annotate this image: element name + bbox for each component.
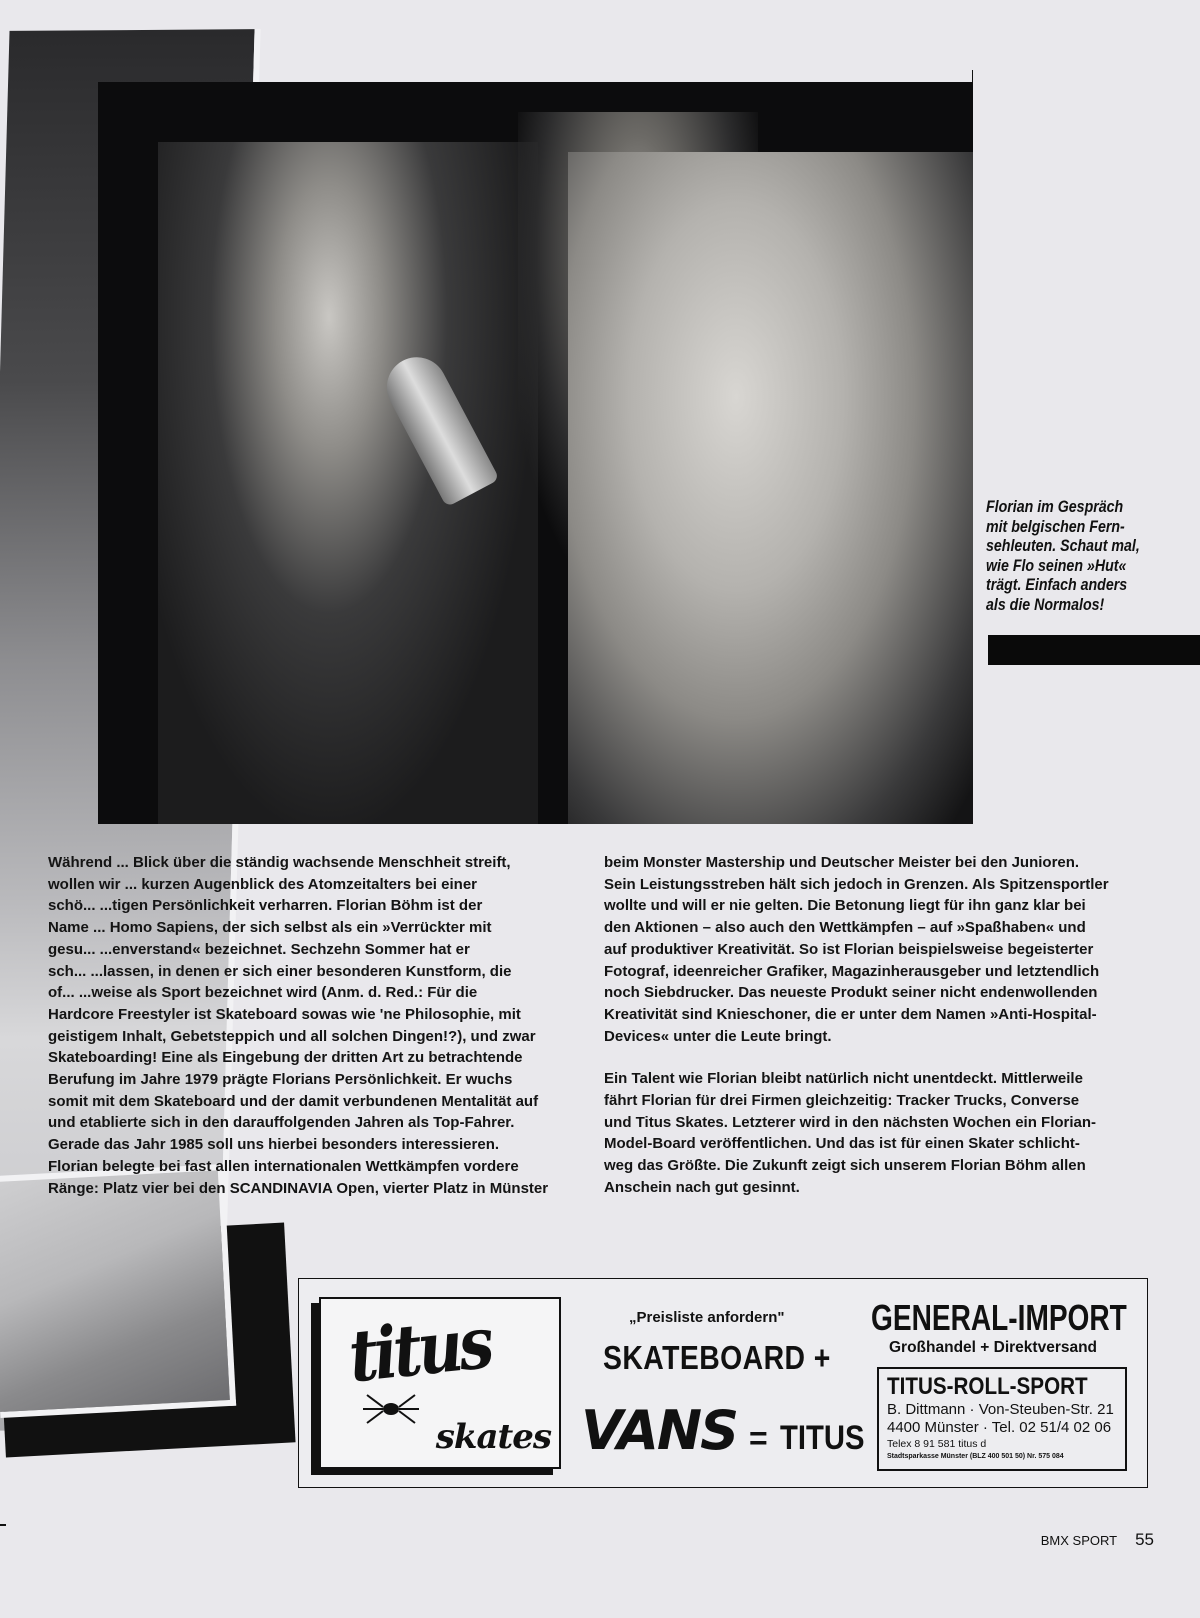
vans-logo: VANS <box>581 1399 738 1462</box>
caption-bar <box>988 635 1200 665</box>
photo-reporter <box>568 152 973 824</box>
article-column-1 <box>48 852 572 1199</box>
ad-vans-line <box>581 1399 878 1462</box>
photo-caption: Florian im Gespräch mit belgischen Fern- sehleuten. Schaut mal, wie Flo seinen »Hut« trägt. Einfach anders als die Normalos! <box>986 498 1140 614</box>
advertisement <box>298 1278 1148 1488</box>
crop-mark <box>972 70 973 82</box>
article-paragraph: Ein Talent wie Florian bleibt natürlich nicht unentdeckt. Mittlerweile fährt Florian für drei Firmen gleichzeitig: Tracker Trucks, Converse und Titus Skates. Letzterer wird in den nächsten Wochen ein Florian- Model-Board veröffentlichen. Und das ist für einen Skater schlicht- weg das Größte. Die Zukunft zeigt sich unserem Florian Böhm allen Anschein nach gut gesinnt. <box>604 1070 1097 1196</box>
ad-phone: 4400 Münster · Tel. 02 51/4 02 06 <box>887 1419 1112 1436</box>
ad-telex: Telex 8 91 581 titus d <box>887 1438 987 1450</box>
logo-skates-text: skates <box>435 1417 551 1457</box>
article-paragraph: Während ... Blick über die ständig wachsende Menschheit streift, wollen wir ... kurzen Augenblick des Atomzeitalters bei einer schö... ...tigen Persönlichkeit verharren. Florian Böhm ist der Name ... Homo Sapiens, der sich selbst als ein »Verrückter mit gesu... ...enverstand« bezeichnet. Sechzehn Sommer hat er sch... ...lassen, in denen er sich einer besonderen Kunstform, die of... ...weise als Sport bezeichnet wird (Anm. d. Red.: Für die Hardcore Freestyler ist Skateboard sowas wie 'ne Philosophie, mit geistigem Inhalt, Gebetsteppich und all solchen Dingen!?), und zwar Skateboarding! Eine als Eingebung der dritten Art zu betrachtende Berufung im Jahre 1979 prägte Florians Persönlichkeit. Er wuchs somit mit dem Skateboard und der damit verbundenen Mentalität auf und etablierte sich in den darauffolgenden Jahren als Top-Fahrer. Gerade das Jahr 1985 soll uns hierbei besonders interessieren. Florian belegte bei fast allen internationalen Wettkämpfen vordere Ränge: Platz vier bei den SCANDINAVIA Open, vierter Platz in Münster <box>48 854 549 1197</box>
ad-address-box <box>877 1367 1127 1471</box>
ad-quote: „Preisliste anfordern" <box>629 1309 785 1326</box>
titus-skates-logo <box>319 1297 561 1469</box>
page-number: 55 <box>1135 1530 1154 1549</box>
logo-titus-text: titus <box>344 1300 494 1399</box>
article-column-2 <box>604 852 1132 1199</box>
article-paragraph: beim Monster Mastership und Deutscher Meister bei den Junioren. Sein Leistungsstreben hält sich jedoch in Grenzen. Als Spitzensportler wollte und will er nie gelten. Die Betonung liegt für ihn ganz klar bei den Aktionen – also auch den Wettkämpfen – auf »Spaßhaben« und auf produktiver Kreativität. So ist Florian beispielsweise begeisterter Fotograf, ideenreicher Grafiker, Magazinherausgeber und letztendlich noch Siebdrucker. Das neueste Produkt seiner nicht endenwollenden Kreativität sind Knieschoner, die er unter dem Namen »Anti-Hospital- Devices« unter die Leute bringt. <box>604 854 1109 1045</box>
ad-titus: TITUS <box>779 1419 865 1457</box>
ad-company-name: TITUS-ROLL-SPORT <box>887 1373 1088 1400</box>
page-footer <box>1041 1530 1154 1550</box>
left-photo-bottom <box>0 1164 236 1418</box>
ad-address: B. Dittmann · Von-Steuben-Str. 21 <box>887 1401 1114 1418</box>
ad-general-import: GENERAL-IMPORT <box>871 1297 1127 1338</box>
magazine-name: BMX SPORT <box>1040 1533 1118 1548</box>
ad-skateboard: SKATEBOARD + <box>603 1339 831 1376</box>
interview-photo <box>98 82 973 824</box>
ad-equals: = <box>749 1420 768 1456</box>
ad-subtitle: Großhandel + Direktversand <box>889 1339 1098 1356</box>
ad-bank: Stadtsparkasse Münster (BLZ 400 501 50) Nr. 575 084 <box>887 1453 1064 1460</box>
spider-icon <box>361 1389 421 1429</box>
edge-mark <box>0 1524 6 1526</box>
